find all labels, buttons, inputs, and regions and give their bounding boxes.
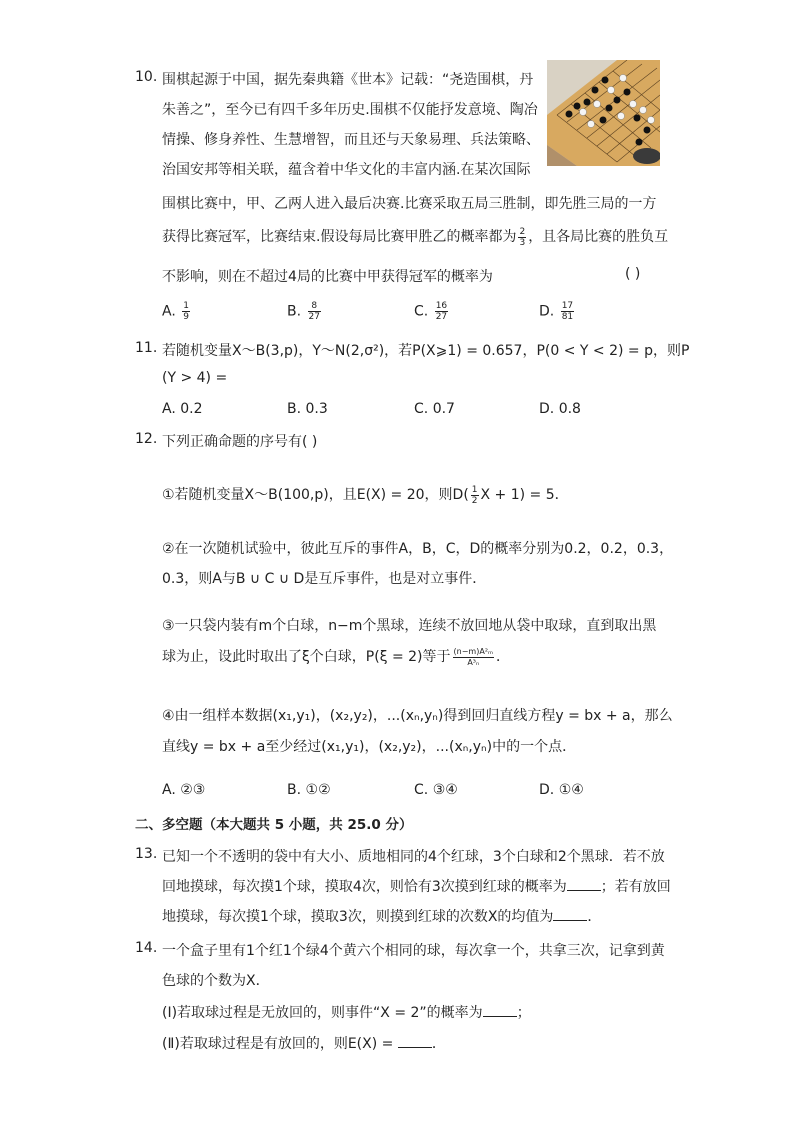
q14-part1: (Ⅰ)若取球过程是无放回的，则事件“X = 2”的概率为 ； (162, 1005, 531, 1021)
q10-line3: 情操、修身养性、生慧增智，而且还与天象易理、兵法策略、 (162, 132, 540, 148)
q14-line2: 色球的个数为X． (162, 973, 270, 989)
q12-statement-2-line1: ②在一次随机试验中，彼此互斥的事件A，B，C，D的概率分别为0.2，0.2，0.3， (162, 541, 674, 557)
q10-line6-a: 获得比赛冠军，比赛结束.假设每局比赛甲胜乙的概率都为 (162, 229, 517, 245)
q14-blank-1[interactable] (483, 1004, 517, 1017)
q11-line1: 若随机变量X～B(3,p)，Y～N(2,σ²)，若P(X⩾1) = 0.657，P(0 < Y < 2) = p，则P (162, 343, 690, 359)
q10-answer-paren: ( ) (625, 266, 641, 282)
q10-option-a[interactable]: A. $\frac{1}{9}$ (162, 301, 189, 322)
q10-line4: 治国安邦等相关联，蕴含着中华文化的丰富内涵.在某次国际 (162, 162, 531, 178)
q11-line2: (Y > 4) = (162, 370, 228, 386)
q10-line2: 朱善之”，至今已有四千多年历史.围棋不仅能抒发意境、陶冶 (162, 102, 538, 118)
q10-option-c[interactable]: C. $\frac{16}{27}$ (414, 301, 448, 322)
q11-option-a[interactable]: A. 0.2 (162, 401, 203, 417)
q12-option-b[interactable]: B. ①② (287, 782, 331, 798)
q13-blank-2[interactable] (553, 908, 587, 921)
q12-option-a[interactable]: A. ②③ (162, 782, 206, 798)
q10-line6-b: ，且各局比赛的胜负互 (528, 229, 669, 245)
q12-number: 12. (135, 431, 158, 447)
q13-line2: 回地摸球，每次摸1个球，摸取4次，则恰有3次摸到红球的概率为 ；若有放回 (162, 879, 671, 895)
q12-statement-3-line1: ③一只袋内装有m个白球，n−m个黑球，连续不放回地从袋中取球，直到取出黑 (162, 618, 657, 634)
q13-line3: 地摸球，每次摸1个球，摸取3次，则摸到红球的次数X的均值为 ． (162, 909, 602, 925)
q10-line5: 围棋比赛中，甲、乙两人进入最后决赛.比赛采取五局三胜制，即先胜三局的一方 (162, 196, 657, 212)
q11-option-d[interactable]: D. 0.8 (539, 401, 581, 417)
q12-statement-4-line2: 直线y = bx + a至少经过(x₁,y₁)，(x₂,y₂)，...(xₙ,yₙ)中的一个点． (162, 739, 577, 755)
q10-number: 10. (135, 69, 158, 85)
q10-line1: 围棋起源于中国，据先秦典籍《世本》记载：“尧造围棋，丹 (162, 72, 534, 88)
q10-option-b[interactable]: B. $\frac{8}{27}$ (287, 301, 320, 322)
q12-statement-3-line2: 球为止，设此时取出了ξ个白球，P(ξ = 2)等于 $\frac{\text{(n−m)A²ₘ}}{\text{A³ₙ}}$ ． (162, 646, 511, 667)
q12-statement-4-line1: ④由一组样本数据(x₁,y₁)，(x₂,y₂)，...(xₙ,yₙ)得到回归直线方程y = bx + a，那么 (162, 708, 673, 724)
q11-option-c[interactable]: C. 0.7 (414, 401, 455, 417)
q12-statement-1: ①若随机变量X～B(100,p)，且E(X) = 20，则D( $\frac{1}{2}$ X + 1) = 5． (162, 484, 569, 506)
q13-line1: 已知一个不透明的袋中有大小、质地相同的4个红球，3个白球和2个黑球．若不放 (162, 849, 665, 865)
q10-line6 (162, 226, 668, 248)
section-heading: 二、多空题（本大题共 5 小题，共 25.0 分） (135, 817, 413, 833)
q14-part2: (Ⅱ)若取球过程是有放回的，则E(X) = ． (162, 1036, 446, 1052)
q13-number: 13. (135, 846, 158, 862)
q12-option-d[interactable]: D. ①④ (539, 782, 584, 798)
q11-option-b[interactable]: B. 0.3 (287, 401, 328, 417)
q10-line7: 不影响，则在不超过4局的比赛中甲获得冠军的概率为 (162, 269, 493, 285)
q14-blank-2[interactable] (398, 1035, 432, 1048)
q12-stem: 下列正确命题的序号有( ) (162, 434, 318, 450)
q14-line1: 一个盒子里有1个红1个绿4个黄六个相同的球，每次拿一个，共拿三次，记拿到黄 (162, 943, 665, 959)
go-board-photo (547, 60, 660, 166)
q12-option-c[interactable]: C. ③④ (414, 782, 458, 798)
q11-number: 11. (135, 340, 158, 356)
q12-statement-2-line2: 0.3，则A与B ∪ C ∪ D是互斥事件，也是对立事件． (162, 571, 487, 587)
q10-fraction: $\frac{2}{3}$ (519, 226, 526, 248)
q13-blank-1[interactable] (567, 878, 601, 891)
q10-option-d[interactable]: D. $\frac{17}{81}$ (539, 301, 574, 322)
q14-number: 14. (135, 940, 158, 956)
